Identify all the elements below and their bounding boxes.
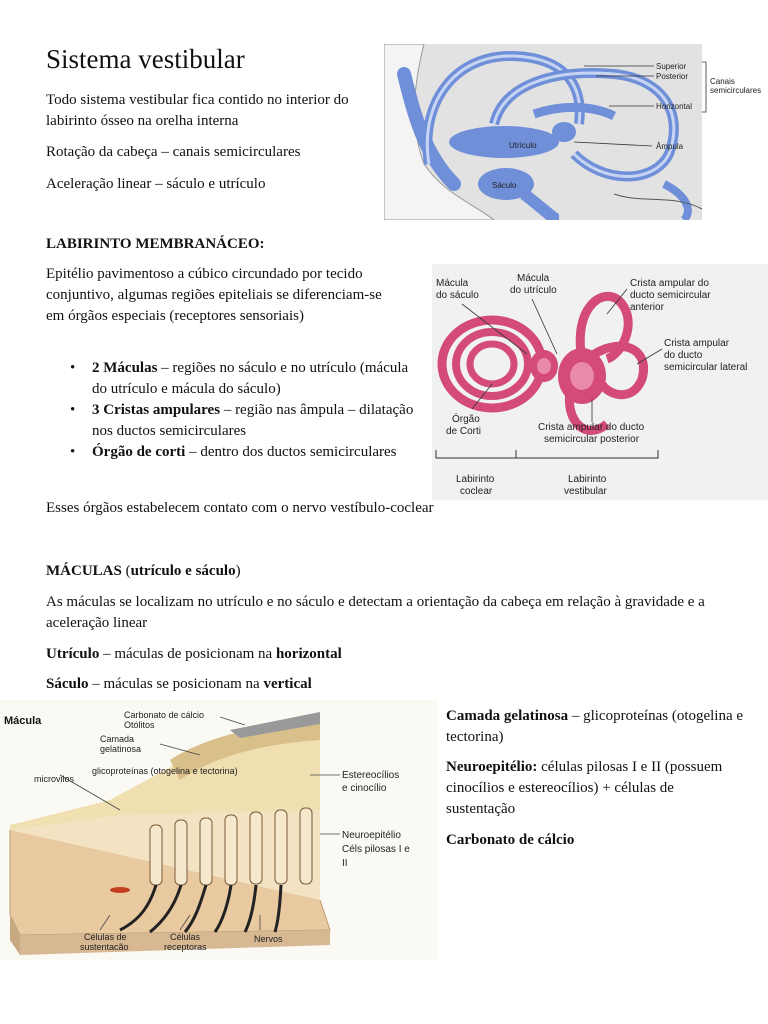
label-celulas-sustentacao-2: sustentacão <box>80 942 129 952</box>
label-horizontal: Horizontal <box>656 102 693 111</box>
label-crista-lateral-1: Crista ampular <box>664 338 730 349</box>
label-orgao-corti-2: de Corti <box>446 426 482 437</box>
label-celulas-sustentacao-1: Células de <box>84 932 127 942</box>
label-ampula: Âmpula <box>656 142 684 151</box>
camada-gelatinosa-text: Camada gelatinosa – glicoproteínas (otogelina e tectorina) <box>446 708 744 745</box>
label-macula: Mácula <box>4 715 42 727</box>
label-superior: Superior <box>656 62 687 71</box>
label-crista-lateral-2: do ducto <box>664 350 703 361</box>
label-crista-anterior-2: ducto semicircular <box>630 290 711 301</box>
maculas-heading: MÁCULAS (utrículo e sáculo) <box>46 563 241 579</box>
label-glicoproteinas: glicoproteínas (otogelina e tectorina) <box>92 766 238 776</box>
label-microvilos: microvilos <box>34 774 75 784</box>
intro-paragraph-1: Todo sistema vestibular fica contido no interior do labirinto ósseo na orelha interna <box>46 92 349 129</box>
label-semicirculares: semicirculares <box>710 86 762 95</box>
neuroepitelio-text: Neuroepitélio: células pilosas I e II (possuem cinocílios e estereocílios) + células de sustentação <box>446 759 723 817</box>
label-cinocilio: e cinocílio <box>342 783 387 794</box>
label-crista-posterior-2: semicircular posterior <box>544 434 640 445</box>
utriculo-line: Utrículo – máculas de posicionam na horizontal <box>46 646 342 662</box>
list-item: • Órgão de corti – dentro dos ductos semicirculares <box>70 444 397 460</box>
label-labirinto-coclear-1: Labirinto <box>456 474 495 485</box>
label-macula-utriculo-2: do utrículo <box>510 285 557 296</box>
label-cels-pilosas: Céls pilosas I e <box>342 844 410 855</box>
saculo-line: Sáculo – máculas se posicionam na vertical <box>46 676 312 692</box>
label-canais: Canais <box>710 77 735 86</box>
list-item: • 3 Cristas ampulares – região nas âmpula – dilatação nos ductos semicirculares <box>70 402 414 439</box>
page-title: Sistema vestibular <box>46 44 245 74</box>
label-posterior: Posterior <box>656 72 689 81</box>
label-macula-saculo-2: do sáculo <box>436 290 479 301</box>
label-neuroepitelio: Neuroepitélio <box>342 830 401 841</box>
label-orgao-corti-1: Órgão <box>452 414 480 425</box>
membranaceo-text: Epitélio pavimentoso a cúbico circundado por tecido conjuntivo, algumas regiões epiteliais se diferenciam-se em órgãos especiais (receptores sensoriais) <box>46 266 382 324</box>
receptor-list <box>46 358 426 463</box>
intro-paragraph-3: Aceleração linear – sáculo e utrículo <box>46 176 266 192</box>
label-otolitos: Otólitos <box>124 720 155 730</box>
list-item-bold: Órgão de corti <box>92 444 186 460</box>
macula-structure-figure <box>0 700 438 960</box>
list-item-bold: 3 Cristas ampulares <box>92 402 221 418</box>
carbonato-text: Carbonato de cálcio <box>446 832 575 848</box>
label-labirinto-coclear-2: coclear <box>460 486 493 497</box>
label-saculo: Sáculo <box>492 181 517 190</box>
list-item-bold: 2 Máculas <box>92 360 158 376</box>
list-item-text: – região nas âmpula – dilatação nos ductos semicirculares <box>92 402 414 439</box>
label-utriculo: Utrículo <box>509 141 537 150</box>
label-nervos: Nervos <box>254 934 283 944</box>
label-crista-posterior-1: Crista ampular do ducto <box>538 422 645 433</box>
semicircular-canals-figure <box>384 44 768 220</box>
label-celulas-receptoras-1: Células <box>170 932 201 942</box>
label-carbonato: Carbonato de cálcio <box>124 710 205 720</box>
label-macula-utriculo-1: Mácula <box>517 273 550 284</box>
intro-paragraph-2: Rotação da cabeça – canais semicirculares <box>46 144 301 160</box>
label-tipo-ii: II <box>342 858 348 869</box>
list-item: • 2 Máculas – regiões no sáculo e no utrículo (mácula do utrículo e mácula do sáculo) <box>70 360 409 397</box>
label-crista-anterior-1: Crista ampular do <box>630 278 709 289</box>
list-item-text: – dentro dos ductos semicirculares <box>185 444 397 460</box>
maculas-text: As máculas se localizam no utrículo e no sáculo e detectam a orientação da cabeça em relação à gravidade e a aceleração linear <box>46 594 705 631</box>
label-estereocilios: Estereocílios <box>342 770 400 781</box>
membranaceo-heading: LABIRINTO MEMBRANÁCEO: <box>46 236 265 252</box>
label-crista-lateral-3: semicircular lateral <box>664 362 748 373</box>
label-labirinto-vestibular-1: Labirinto <box>568 474 607 485</box>
label-labirinto-vestibular-2: vestibular <box>564 486 607 497</box>
membranous-labyrinth-figure <box>432 264 768 500</box>
label-crista-anterior-3: anterior <box>630 302 664 313</box>
list-item-text: – regiões no sáculo e no utrículo (mácula do utrículo e mácula do sáculo) <box>92 360 409 397</box>
label-camada: Camada <box>100 734 135 744</box>
label-gelatinosa: gelatinosa <box>100 744 142 754</box>
label-celulas-receptoras-2: receptoras <box>164 942 207 952</box>
membranaceo-closing: Esses órgãos estabelecem contato com o nervo vestíbulo-coclear <box>46 500 434 516</box>
label-macula-saculo-1: Mácula <box>436 278 469 289</box>
